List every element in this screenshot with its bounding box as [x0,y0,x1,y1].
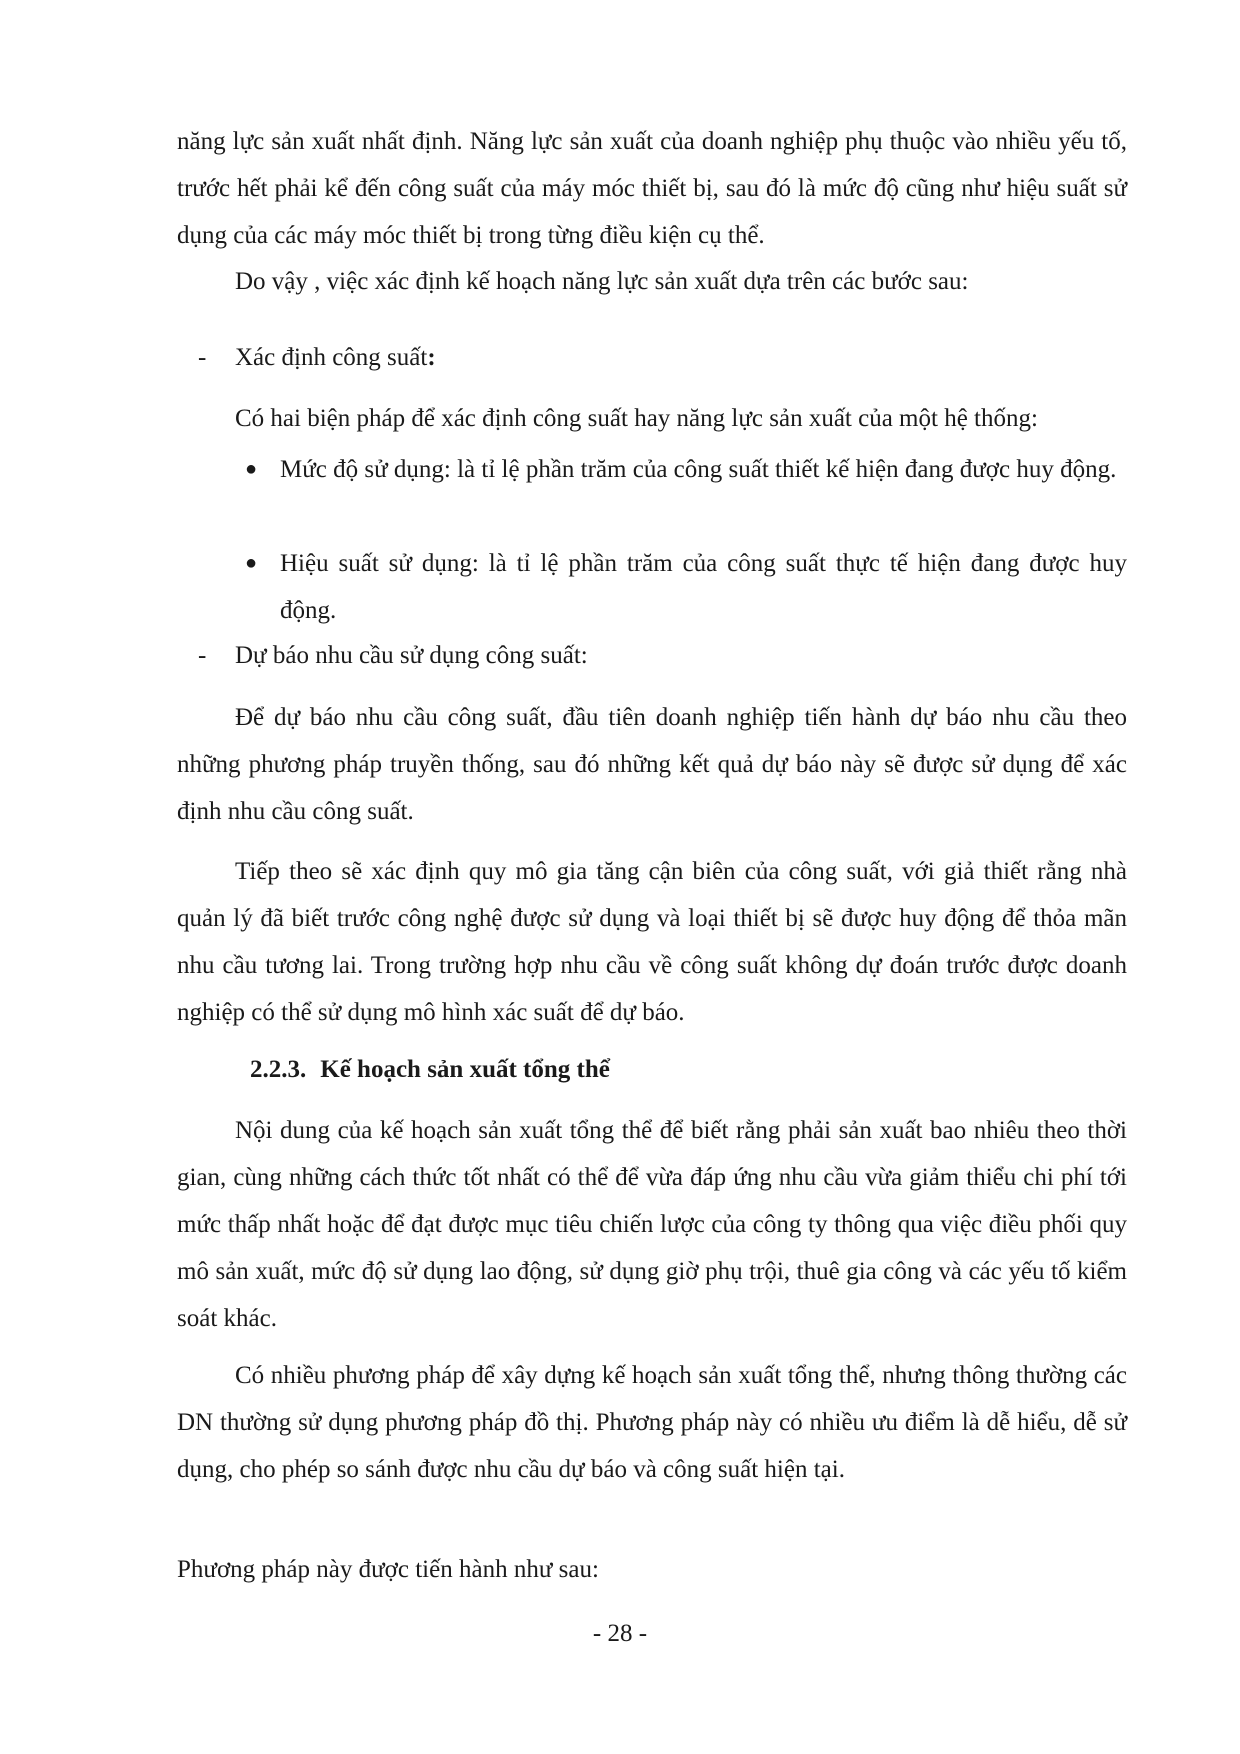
dash-item-label: Xác định công suất: [235,344,436,371]
section-title: Kế hoạch sản xuất tổng thể [320,1056,610,1083]
paragraph-steps-intro: Do vậy , việc xác định kế hoạch năng lực sản xuất dựa trên các bước sau: [235,268,969,295]
paragraph-two-measures: Có hai biện pháp để xác định công suất hay năng lực sản xuất của một hệ thống: [235,405,1038,432]
dash-item-label: Dự báo nhu cầu sử dụng công suất: [235,642,588,669]
dash-marker: - [198,344,207,371]
page-number: - 28 - [592,1620,648,1647]
paragraph-aggregate-plan-content: Nội dung của kế hoạch sản xuất tổng thể để biết rằng phải sản xuất bao nhiêu theo thời gian, cùng những cách thức tốt nhất có thể để vừa đáp ứng nhu cầu vừa giảm thiểu chi phí tới mức thấp nhất hoặc để đạt được mục tiêu chiến lược của công ty thông qua việc điều phối quy mô sản xuất, mức độ sử dụng lao động, sử dụng giờ phụ trội, thuê gia công và các yếu tố kiểm soát khác. [177,1117,1127,1332]
bullet-icon: ● [245,552,258,574]
paragraph-marginal-capacity: Tiếp theo sẽ xác định quy mô gia tăng cận biên của công suất, với giả thiết rằng nhà quản lý đã biết trước công nghệ được sử dụng và loại thiết bị sẽ được huy động để thỏa mãn nhu cầu tương lai. Trong trường hợp nhu cầu về công suất không dự đoán trước được doanh nghiệp có thể sử dụng mô hình xác suất để dự báo. [177,858,1127,1026]
bullet-text: Mức độ sử dụng: là tỉ lệ phần trăm của công suất thiết kế hiện đang được huy động. [280,456,1117,483]
paragraph-method-steps: Phương pháp này được tiến hành như sau: [177,1556,599,1583]
dash-marker: - [198,642,207,669]
section-heading [250,1046,610,1093]
bullet-item-utilization [245,446,1127,493]
bullet-icon: ● [245,458,258,480]
bullet-text: Hiệu suất sử dụng: là tỉ lệ phần trăm của công suất thực tế hiện đang được huy động. [280,550,1127,624]
section-number: 2.2.3. [250,1056,307,1083]
paragraph-forecast-method: Để dự báo nhu cầu công suất, đầu tiên doanh nghiệp tiến hành dự báo nhu cầu theo những phương pháp truyền thống, sau đó những kết quả dự báo này sẽ được sử dụng để xác định nhu cầu công suất. [177,704,1127,825]
bullet-item-efficiency [245,540,1127,634]
paragraph-graph-method: Có nhiều phương pháp để xây dựng kế hoạch sản xuất tổng thể, nhưng thông thường các DN thường sử dụng phương pháp đồ thị. Phương pháp này có nhiều ưu điểm là dễ hiểu, dễ sử dụng, cho phép so sánh được nhu cầu dự báo và công suất hiện tại. [177,1362,1127,1483]
paragraph-capacity-intro: năng lực sản xuất nhất định. Năng lực sản xuất của doanh nghiệp phụ thuộc vào nhiều yếu tố, trước hết phải kể đến công suất của máy móc thiết bị, sau đó là mức độ cũng như hiệu suất sử dụng của các máy móc thiết bị trong từng điều kiện cụ thể. [177,128,1127,249]
